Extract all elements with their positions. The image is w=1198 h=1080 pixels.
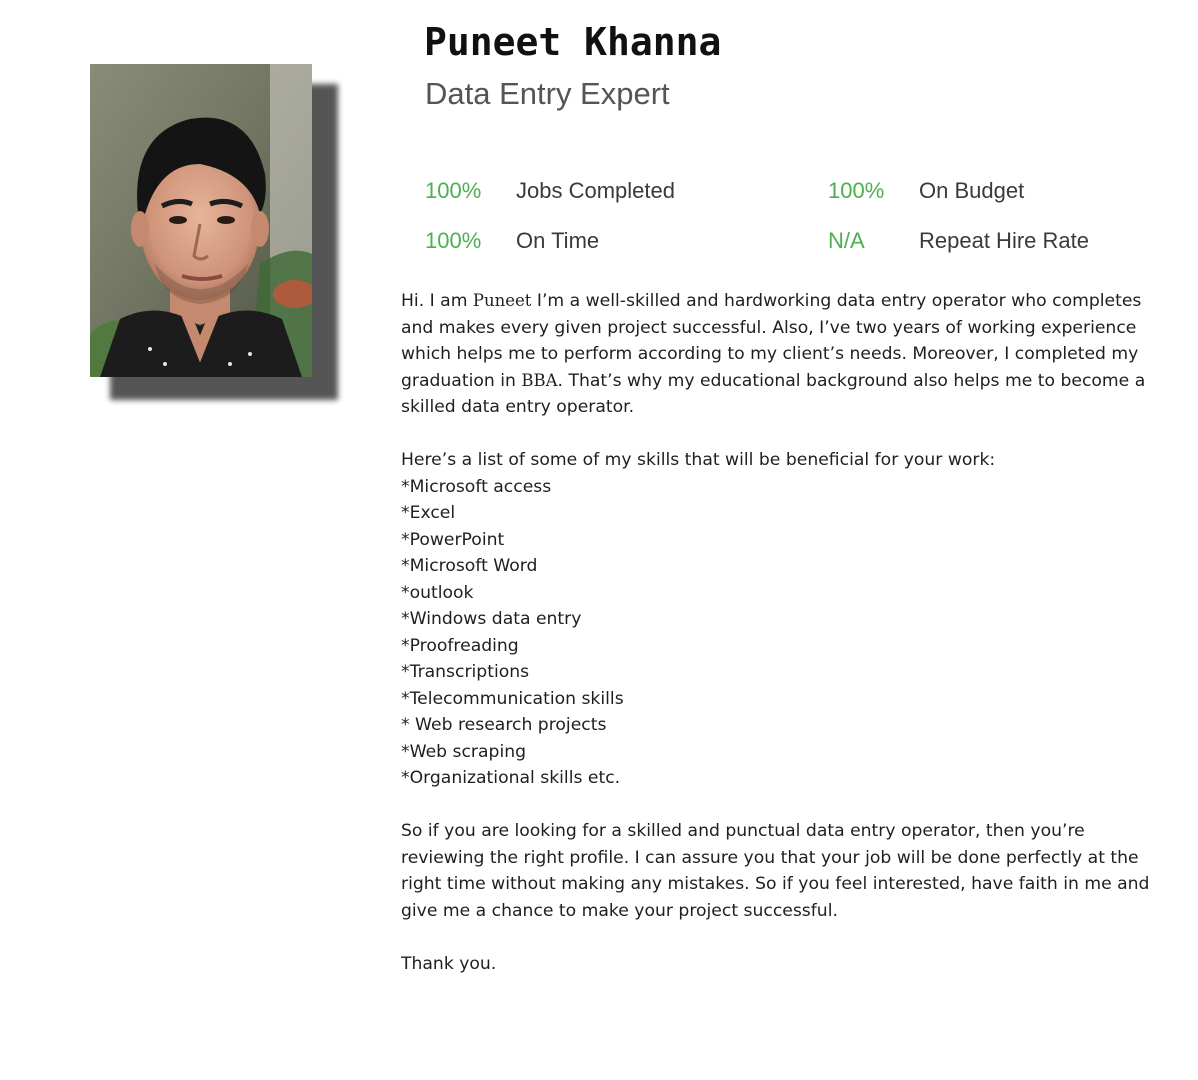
bio-signoff: Thank you. [401,953,497,974]
list-item: *Proofreading [401,635,519,656]
bio-intro-start: Hi. I am [401,291,473,311]
list-item: *outlook [401,582,474,603]
list-item: * Web research projects [401,715,607,735]
bio-intro-middle: I’m a well-skilled and hardworking data entry operator who completes and makes every given project successful. Also, I’ve two years of working experience which helps me to perform according to my client’s needs. Moreover, I completed my graduation in [401,291,1142,391]
bio-intro-degree: BBA [521,370,558,390]
stats-panel [425,178,1105,258]
stat-label: Repeat Hire Rate [919,228,1089,253]
list-item: *Transcriptions [401,662,530,682]
profile-name: Puneet Khanna [424,20,722,64]
profile-photo [90,64,312,377]
bio-intro-end: . That’s why my educational background also helps me to become a skilled data entry operator. [401,370,1146,417]
stat-label: On Time [516,228,600,253]
list-item: *Microsoft access [401,476,552,497]
skills-heading: Here’s a list of some of my skills that will be beneficial for your work: [401,450,996,470]
list-item: *Excel [401,503,456,523]
list-item: *Microsoft Word [401,556,538,576]
stat-value: 100% [828,178,885,203]
stat-value: 100% [425,178,482,203]
bio-intro-name: Puneet [472,291,532,310]
stat-value: N/A [828,228,865,253]
list-item: *Windows data entry [401,609,582,629]
portrait-illustration [90,64,312,377]
list-item: *PowerPoint [401,529,505,550]
bio-section [401,288,1161,977]
bio-closing: So if you are looking for a skilled and punctual data entry operator, then you’re reviewing the right profile. I can assure you that your job will be done perfectly at the right time without making any mistakes. So if you feel interested, have faith in me and give me a chance to make your project successful. [401,821,1150,921]
stat-value: 100% [425,228,482,253]
stat-label: Jobs Completed [516,178,675,203]
bio-intro [401,288,1161,421]
skills-list [401,474,1161,792]
list-item: *Organizational skills etc. [401,768,621,788]
profile-title: Data Entry Expert [425,76,670,111]
list-item: *Web scraping [401,741,527,762]
stat-label: On Budget [919,178,1025,203]
list-item: *Telecommunication skills [401,688,624,709]
